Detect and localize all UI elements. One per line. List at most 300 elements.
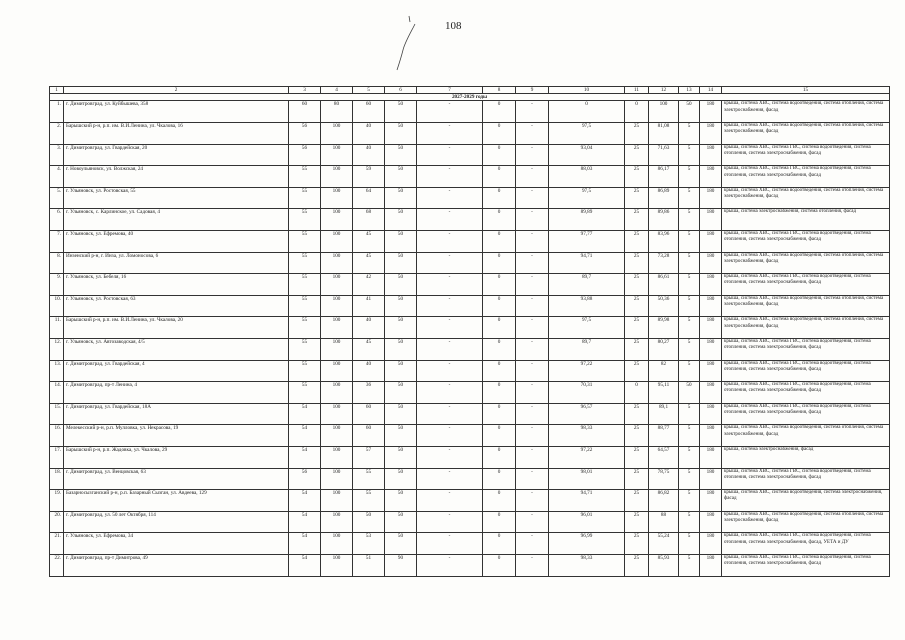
- cell-col-8: 0: [483, 274, 516, 296]
- column-header: 8: [483, 87, 516, 94]
- cell-col-6: 50: [385, 382, 417, 404]
- cell-row-number: 12.: [50, 339, 64, 361]
- cell-row-number: 6.: [50, 209, 64, 231]
- cell-col-3: 54: [289, 554, 321, 576]
- cell-col-8: 0: [483, 382, 516, 404]
- table-row: [50, 274, 890, 296]
- cell-col-3: 55: [289, 252, 321, 274]
- table-body: [50, 101, 890, 576]
- cell-col-10: 96,01: [549, 511, 625, 533]
- cell-address: г. Димитровград, ул. Гвардейская, 4: [64, 360, 289, 382]
- column-header: 1: [50, 87, 64, 94]
- cell-col-7: -: [417, 187, 483, 209]
- column-header: 3: [289, 87, 321, 94]
- cell-address: г. Димитровград, пр-т Ленина, 4: [64, 382, 289, 404]
- cell-col-4: 100: [321, 144, 353, 166]
- cell-row-number: 1.: [50, 101, 64, 123]
- cell-col-10: 97,77: [549, 231, 625, 253]
- table-row: [50, 209, 890, 231]
- cell-col-13: 5: [679, 403, 700, 425]
- cell-col-11: 25: [625, 187, 649, 209]
- cell-col-13: 5: [679, 468, 700, 490]
- cell-col-10: 0: [549, 101, 625, 123]
- cell-col-3: 56: [289, 468, 321, 490]
- cell-works-list: крыша, система ХВС, система ГВС, система водоотведения, система отопления, система электроснабжения, фасад: [722, 382, 890, 404]
- cell-col-13: 5: [679, 166, 700, 188]
- cell-row-number: 21.: [50, 533, 64, 555]
- cell-col-4: 100: [321, 490, 353, 512]
- cell-col-7: -: [417, 252, 483, 274]
- cell-col-11: 25: [625, 252, 649, 274]
- cell-col-9: -: [516, 123, 549, 145]
- cell-col-5: 64: [353, 187, 385, 209]
- cell-col-12: 100: [649, 101, 679, 123]
- table-row: [50, 511, 890, 533]
- cell-col-6: 50: [385, 274, 417, 296]
- table-row: [50, 295, 890, 317]
- cell-col-4: 100: [321, 231, 353, 253]
- cell-works-list: крыша, система ХВС, система ГВС, система водоотведения, система отопления, система электроснабжения, фасад: [722, 339, 890, 361]
- cell-row-number: 3.: [50, 144, 64, 166]
- cell-address: Барышский р-н, р.п. им. В.И.Ленина, ул. Чкалова, 20: [64, 317, 289, 339]
- cell-row-number: 7.: [50, 231, 64, 253]
- cell-col-6: 50: [385, 425, 417, 447]
- cell-col-12: 80,27: [649, 339, 679, 361]
- cell-col-8: 0: [483, 425, 516, 447]
- cell-col-6: 50: [385, 209, 417, 231]
- cell-col-7: -: [417, 554, 483, 576]
- cell-col-9: -: [516, 360, 549, 382]
- cell-col-11: 25: [625, 144, 649, 166]
- cell-col-6: 50: [385, 339, 417, 361]
- cell-col-7: -: [417, 468, 483, 490]
- cell-works-list: крыша, система ХВС, система ГВС, система водоотведения, система отопления, система электроснабжения, фасад: [722, 231, 890, 253]
- cell-works-list: крыша, система ХВС, система водоотведения, система отопления, система электроснабжения, фасад: [722, 511, 890, 533]
- cell-col-6: 50: [385, 231, 417, 253]
- cell-col-5: 60: [353, 403, 385, 425]
- cell-col-12: 81,08: [649, 123, 679, 145]
- cell-col-14: 180: [700, 511, 722, 533]
- cell-col-6: 50: [385, 533, 417, 555]
- cell-col-7: -: [417, 317, 483, 339]
- cell-col-13: 5: [679, 274, 700, 296]
- cell-col-7: -: [417, 123, 483, 145]
- cell-col-11: 25: [625, 123, 649, 145]
- table-row: [50, 166, 890, 188]
- cell-col-8: 0: [483, 317, 516, 339]
- cell-row-number: 14.: [50, 382, 64, 404]
- cell-row-number: 5.: [50, 187, 64, 209]
- cell-col-13: 5: [679, 490, 700, 512]
- cell-col-9: -: [516, 533, 549, 555]
- cell-col-11: 25: [625, 295, 649, 317]
- cell-col-3: 54: [289, 511, 321, 533]
- cell-col-6: 50: [385, 468, 417, 490]
- cell-works-list: крыша, система ХВС, система ГВС, система водоотведения, система отопления, система электроснабжения, фасад: [722, 144, 890, 166]
- cell-col-12: 88,77: [649, 425, 679, 447]
- cell-col-4: 100: [321, 252, 353, 274]
- cell-col-4: 100: [321, 403, 353, 425]
- cell-col-3: 54: [289, 446, 321, 468]
- cell-col-13: 50: [679, 382, 700, 404]
- cell-col-5: 40: [353, 144, 385, 166]
- cell-col-12: 85,93: [649, 554, 679, 576]
- column-header: 14: [700, 87, 722, 94]
- cell-col-12: 86,82: [649, 490, 679, 512]
- cell-col-4: 100: [321, 123, 353, 145]
- cell-col-6: 50: [385, 360, 417, 382]
- cell-col-5: 42: [353, 274, 385, 296]
- cell-col-9: -: [516, 425, 549, 447]
- cell-col-5: 40: [353, 123, 385, 145]
- cell-col-14: 180: [700, 425, 722, 447]
- cell-col-9: -: [516, 511, 549, 533]
- cell-col-10: 97,5: [549, 317, 625, 339]
- cell-col-3: 55: [289, 382, 321, 404]
- cell-works-list: крыша, система ХВС, система ГВС, система водоотведения, система отопления, система электроснабжения, фасад: [722, 166, 890, 188]
- cell-col-12: 86,17: [649, 166, 679, 188]
- cell-col-4: 100: [321, 360, 353, 382]
- column-header-row: [50, 87, 890, 94]
- cell-col-8: 0: [483, 101, 516, 123]
- cell-col-11: 25: [625, 446, 649, 468]
- cell-col-12: 83,96: [649, 231, 679, 253]
- cell-col-10: 98,33: [549, 554, 625, 576]
- cell-address: Инзенский р-н, г. Инза, ул. Ломоносова, 6: [64, 252, 289, 274]
- cell-col-8: 0: [483, 231, 516, 253]
- cell-col-11: 25: [625, 490, 649, 512]
- cell-row-number: 8.: [50, 252, 64, 274]
- cell-col-12: 86,61: [649, 274, 679, 296]
- cell-row-number: 13.: [50, 360, 64, 382]
- cell-address: г. Ульяновск, ул. Бебеля, 16: [64, 274, 289, 296]
- cell-col-4: 100: [321, 468, 353, 490]
- cell-row-number: 22.: [50, 554, 64, 576]
- cell-col-4: 100: [321, 274, 353, 296]
- cell-col-3: 55: [289, 339, 321, 361]
- cell-col-12: 55,24: [649, 533, 679, 555]
- cell-col-14: 180: [700, 382, 722, 404]
- cell-col-6: 50: [385, 317, 417, 339]
- cell-works-list: крыша, система ХВС, система ГВС, система водоотведения, система отопления, система электроснабжения, фасад, УЕТА и ДУ: [722, 533, 890, 555]
- cell-col-10: 88,03: [549, 166, 625, 188]
- cell-col-13: 5: [679, 144, 700, 166]
- cell-row-number: 17.: [50, 446, 64, 468]
- cell-col-10: 70,31: [549, 382, 625, 404]
- cell-col-8: 0: [483, 468, 516, 490]
- cell-col-13: 5: [679, 554, 700, 576]
- section-row: [50, 94, 890, 101]
- cell-col-14: 180: [700, 231, 722, 253]
- cell-col-9: -: [516, 187, 549, 209]
- cell-col-12: 64,57: [649, 446, 679, 468]
- cell-address: Базарносызганский р-н, р.п. Базарный Сызган, ул. Авдеева, 129: [64, 490, 289, 512]
- column-header: 2: [64, 87, 289, 94]
- cell-works-list: крыша, система ХВС, система водоотведения, система отопления, система электроснабжения, фасад: [722, 252, 890, 274]
- cell-col-8: 0: [483, 360, 516, 382]
- cell-row-number: 4.: [50, 166, 64, 188]
- cell-col-9: -: [516, 101, 549, 123]
- cell-col-14: 180: [700, 101, 722, 123]
- cell-address: Мелекесский р-н, р.п. Мулловка, ул. Некрасова, 19: [64, 425, 289, 447]
- cell-col-5: 40: [353, 317, 385, 339]
- cell-col-13: 5: [679, 123, 700, 145]
- cell-col-9: -: [516, 209, 549, 231]
- cell-col-6: 50: [385, 187, 417, 209]
- table-row: [50, 144, 890, 166]
- cell-col-10: 98,33: [549, 425, 625, 447]
- table-row: [50, 339, 890, 361]
- cell-col-10: 96,57: [549, 403, 625, 425]
- table-row: [50, 123, 890, 145]
- table-row: [50, 554, 890, 576]
- cell-row-number: 2.: [50, 123, 64, 145]
- cell-col-8: 0: [483, 187, 516, 209]
- cell-col-14: 180: [700, 533, 722, 555]
- cell-col-3: 54: [289, 425, 321, 447]
- cell-col-4: 100: [321, 187, 353, 209]
- cell-address: г. Димитровград, ул. Гвардейская, 18А: [64, 403, 289, 425]
- cell-address: Барышский р-н, р.п. Жадовка, ул. Чкалова, 29: [64, 446, 289, 468]
- cell-col-9: -: [516, 339, 549, 361]
- cell-works-list: крыша, система ХВС, система водоотведения, система электроснабжения, фасад: [722, 490, 890, 512]
- cell-row-number: 11.: [50, 317, 64, 339]
- cell-col-9: -: [516, 295, 549, 317]
- page-number: 108: [445, 20, 462, 32]
- cell-col-5: 55: [353, 490, 385, 512]
- cell-col-3: 54: [289, 403, 321, 425]
- cell-col-4: 80: [321, 101, 353, 123]
- cell-col-9: -: [516, 490, 549, 512]
- cell-col-5: 40: [353, 360, 385, 382]
- table-row: [50, 101, 890, 123]
- cell-col-13: 5: [679, 425, 700, 447]
- cell-col-14: 180: [700, 554, 722, 576]
- column-header: 5: [353, 87, 385, 94]
- cell-col-8: 0: [483, 490, 516, 512]
- cell-col-10: 93,88: [549, 295, 625, 317]
- cell-col-9: -: [516, 274, 549, 296]
- cell-col-3: 54: [289, 490, 321, 512]
- cell-col-8: 0: [483, 554, 516, 576]
- cell-address: г. Ульяновск, ул. Ефремова, 40: [64, 231, 289, 253]
- cell-col-14: 180: [700, 274, 722, 296]
- column-header: 9: [516, 87, 549, 94]
- cell-col-8: 0: [483, 209, 516, 231]
- cell-col-7: -: [417, 295, 483, 317]
- cell-col-4: 100: [321, 339, 353, 361]
- cell-col-12: 71,63: [649, 144, 679, 166]
- cell-row-number: 18.: [50, 468, 64, 490]
- cell-address: г. Димитровград, ул. Венцовская, 63: [64, 468, 289, 490]
- cell-address: г. Ульяновск, ул. Ефремова, 34: [64, 533, 289, 555]
- cell-col-7: -: [417, 490, 483, 512]
- cell-col-5: 41: [353, 295, 385, 317]
- cell-col-12: 50,36: [649, 295, 679, 317]
- cell-col-7: -: [417, 209, 483, 231]
- cell-col-11: 25: [625, 533, 649, 555]
- table-row: [50, 446, 890, 468]
- cell-col-4: 100: [321, 166, 353, 188]
- register-table: [49, 86, 890, 577]
- cell-address: г. Ульяновск, ул. Ростовская, 55: [64, 187, 289, 209]
- cell-col-4: 100: [321, 382, 353, 404]
- cell-row-number: 15.: [50, 403, 64, 425]
- cell-col-10: 97,22: [549, 360, 625, 382]
- cell-col-8: 0: [483, 511, 516, 533]
- cell-col-9: -: [516, 403, 549, 425]
- table-row: [50, 382, 890, 404]
- cell-col-12: 86,89: [649, 187, 679, 209]
- cell-col-6: 50: [385, 511, 417, 533]
- cell-col-14: 180: [700, 490, 722, 512]
- cell-col-5: 36: [353, 382, 385, 404]
- cell-col-14: 180: [700, 166, 722, 188]
- cell-col-4: 100: [321, 533, 353, 555]
- cell-col-5: 60: [353, 425, 385, 447]
- cell-col-14: 180: [700, 339, 722, 361]
- cell-col-7: -: [417, 382, 483, 404]
- cell-col-13: 5: [679, 295, 700, 317]
- cell-col-7: -: [417, 446, 483, 468]
- cell-col-9: -: [516, 166, 549, 188]
- cell-col-5: 53: [353, 533, 385, 555]
- cell-row-number: 9.: [50, 274, 64, 296]
- cell-row-number: 19.: [50, 490, 64, 512]
- cell-address: Барышский р-н, р.п. им. В.И.Ленина, ул. Чкалова, 16: [64, 123, 289, 145]
- table-row: [50, 231, 890, 253]
- cell-col-13: 5: [679, 446, 700, 468]
- cell-col-14: 180: [700, 317, 722, 339]
- cell-col-13: 5: [679, 360, 700, 382]
- cell-col-13: 5: [679, 187, 700, 209]
- cell-col-11: 25: [625, 274, 649, 296]
- cell-col-5: 68: [353, 209, 385, 231]
- cell-col-10: 94,71: [549, 252, 625, 274]
- cell-works-list: крыша, система ХВС, система водоотведения, система отопления, система электроснабжения, фасад: [722, 425, 890, 447]
- cell-works-list: крыша, система ХВС, система ГВС, система водоотведения, система отопления, система электроснабжения, фасад: [722, 403, 890, 425]
- cell-works-list: крыша, система ХВС, система ГВС, система водоотведения, система отопления, система электроснабжения, фасад: [722, 274, 890, 296]
- handwritten-mark: [395, 14, 425, 74]
- cell-col-7: -: [417, 144, 483, 166]
- cell-col-12: 89,98: [649, 317, 679, 339]
- cell-col-4: 100: [321, 295, 353, 317]
- cell-col-11: 25: [625, 209, 649, 231]
- cell-col-13: 5: [679, 511, 700, 533]
- cell-col-9: -: [516, 446, 549, 468]
- cell-col-7: -: [417, 274, 483, 296]
- cell-col-13: 5: [679, 252, 700, 274]
- cell-address: г. Новоульяновск, ул. Волжская, 24: [64, 166, 289, 188]
- cell-works-list: крыша, система ХВС, система ГВС, система водоотведения, система отопления, система электроснабжения, фасад: [722, 468, 890, 490]
- cell-col-14: 180: [700, 468, 722, 490]
- cell-col-6: 50: [385, 295, 417, 317]
- cell-col-4: 100: [321, 446, 353, 468]
- cell-col-4: 100: [321, 554, 353, 576]
- cell-col-8: 0: [483, 446, 516, 468]
- column-header: 7: [417, 87, 483, 94]
- cell-works-list: крыша, система ХВС, система водоотведения, система отопления, система электроснабжения, фасад: [722, 187, 890, 209]
- table-row: [50, 425, 890, 447]
- cell-col-5: 55: [353, 468, 385, 490]
- cell-col-8: 0: [483, 252, 516, 274]
- cell-address: г. Димитровград, ул. Куйбышева, 358: [64, 101, 289, 123]
- cell-address: г. Ульяновск, ул. Автозаводская, 4/5: [64, 339, 289, 361]
- table-row: [50, 360, 890, 382]
- cell-works-list: крыша, система ХВС, система водоотведения, система отопления, система электроснабжения, фасад: [722, 123, 890, 145]
- cell-col-3: 56: [289, 144, 321, 166]
- cell-col-13: 5: [679, 339, 700, 361]
- cell-col-11: 25: [625, 339, 649, 361]
- column-header: 6: [385, 87, 417, 94]
- table-row: [50, 533, 890, 555]
- table-row: [50, 317, 890, 339]
- cell-col-14: 180: [700, 252, 722, 274]
- cell-col-3: 55: [289, 187, 321, 209]
- cell-col-10: 89,7: [549, 339, 625, 361]
- cell-col-14: 180: [700, 360, 722, 382]
- cell-col-7: -: [417, 166, 483, 188]
- cell-col-6: 50: [385, 166, 417, 188]
- cell-row-number: 16.: [50, 425, 64, 447]
- cell-col-6: 50: [385, 252, 417, 274]
- cell-col-9: -: [516, 317, 549, 339]
- column-header: 12: [649, 87, 679, 94]
- cell-col-10: 94,71: [549, 490, 625, 512]
- table-row: [50, 403, 890, 425]
- cell-col-11: 0: [625, 382, 649, 404]
- table-row: [50, 187, 890, 209]
- cell-col-7: -: [417, 511, 483, 533]
- column-header: 4: [321, 87, 353, 94]
- table-row: [50, 252, 890, 274]
- cell-col-3: 55: [289, 295, 321, 317]
- cell-col-13: 5: [679, 231, 700, 253]
- cell-col-3: 56: [289, 123, 321, 145]
- cell-col-9: -: [516, 252, 549, 274]
- cell-works-list: крыша, система ХВС, система водоотведения, система отопления, система электроснабжения, фасад: [722, 295, 890, 317]
- cell-col-12: 88: [649, 511, 679, 533]
- cell-col-14: 180: [700, 446, 722, 468]
- cell-col-10: 89,7: [549, 274, 625, 296]
- cell-col-11: 25: [625, 468, 649, 490]
- cell-col-4: 100: [321, 317, 353, 339]
- cell-col-9: -: [516, 144, 549, 166]
- cell-col-3: 55: [289, 231, 321, 253]
- cell-col-6: 50: [385, 144, 417, 166]
- cell-col-14: 180: [700, 144, 722, 166]
- cell-col-8: 0: [483, 144, 516, 166]
- cell-works-list: крыша, система электроснабжения, система отопления, фасад: [722, 209, 890, 231]
- cell-col-13: 50: [679, 101, 700, 123]
- cell-works-list: крыша, система ХВС, система ГВС, система водоотведения, система отопления, система электроснабжения, фасад: [722, 554, 890, 576]
- cell-col-10: 89,89: [549, 209, 625, 231]
- cell-col-10: 96,99: [549, 533, 625, 555]
- cell-col-10: 97,22: [549, 446, 625, 468]
- cell-works-list: крыша, система электроснабжения, фасад: [722, 446, 890, 468]
- cell-col-7: -: [417, 339, 483, 361]
- cell-address: г. Ульяновск, с. Карлинское, ул. Садовая, 4: [64, 209, 289, 231]
- cell-address: г. Ульяновск, ул. Ростовская, 63: [64, 295, 289, 317]
- cell-col-5: 50: [353, 511, 385, 533]
- cell-col-12: 95,11: [649, 382, 679, 404]
- cell-col-7: -: [417, 533, 483, 555]
- cell-col-11: 25: [625, 554, 649, 576]
- cell-col-13: 5: [679, 317, 700, 339]
- cell-col-6: 50: [385, 490, 417, 512]
- cell-col-7: -: [417, 101, 483, 123]
- cell-col-8: 0: [483, 166, 516, 188]
